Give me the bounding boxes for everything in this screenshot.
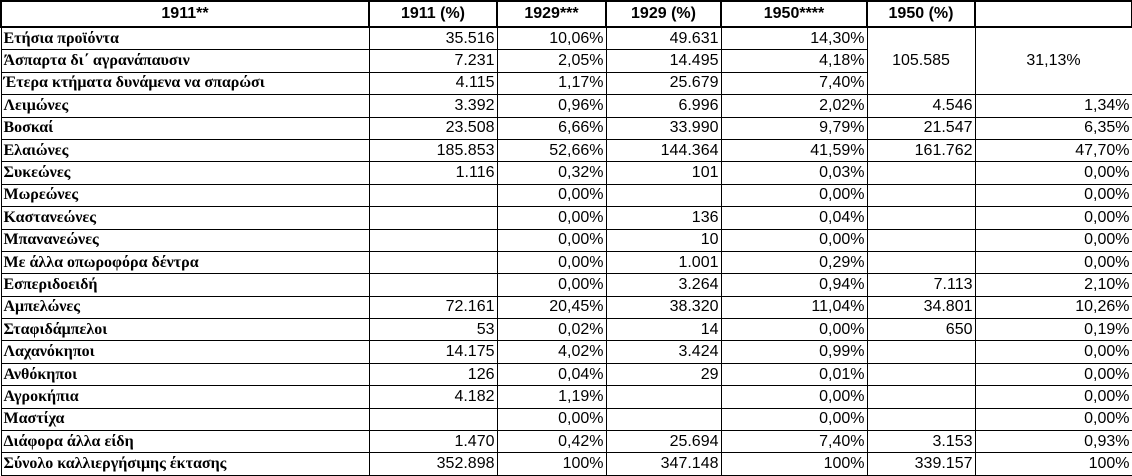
cell-1950-pct: 0,00% [975,363,1132,385]
cell-1950-pct: 0,00% [975,341,1132,363]
header-cell: 1950**** [721,1,867,27]
row-label: Έτερα κτήματα δυνάμενα να σπαρώσι [1,72,369,94]
cell-1950: 34.801 [867,296,975,318]
cell-1911-pct: 6,66% [497,117,606,139]
cell-1911-pct: 52,66% [497,139,606,161]
table-row [1,27,1132,50]
header-cell [975,1,1132,27]
cell-1929: 6.996 [606,95,721,117]
row-label: Ετήσια προϊόντα [1,27,369,50]
cell-1929-pct: 11,04% [721,296,867,318]
cell-1911-pct: 0,00% [497,408,606,430]
cell-1950: 4.546 [867,95,975,117]
row-label: Μπανανεώνες [1,229,369,251]
cell-1911: 1.470 [369,431,497,453]
cell-1911-pct: 0,00% [497,184,606,206]
table-row [1,139,1132,161]
cell-1929: 14.495 [606,50,721,72]
cell-1929: 38.320 [606,296,721,318]
cell-1911: 3.392 [369,95,497,117]
cell-1911-pct: 0,02% [497,319,606,341]
cell-1911-pct: 0,32% [497,162,606,184]
cell-1950-pct: 0,00% [975,386,1132,408]
cell-1929: 25.694 [606,431,721,453]
row-label: Εσπεριδοειδή [1,274,369,296]
cell-1911: 23.508 [369,117,497,139]
header-cell: 1929 (%) [606,1,721,27]
cell-1950-pct: 0,93% [975,431,1132,453]
cell-1929-pct: 41,59% [721,139,867,161]
cell-1950 [867,207,975,229]
cell-1911-pct: 10,06% [497,27,606,50]
cell-1929 [606,184,721,206]
cell-1911 [369,408,497,430]
row-label: Μαστίχα [1,408,369,430]
cell-1950 [867,162,975,184]
table-row [1,341,1132,363]
cell-1911: 7.231 [369,50,497,72]
cell-1911-pct: 0,00% [497,274,606,296]
header-cell: 1929*** [497,1,606,27]
row-label: Συκεώνες [1,162,369,184]
cell-1911: 1.116 [369,162,497,184]
table-row [1,117,1132,139]
row-label: Μωρεώνες [1,184,369,206]
row-label: Λαχανόκηποι [1,341,369,363]
cell-1911-pct: 0,04% [497,363,606,385]
cell-1950 [867,229,975,251]
table-row [1,207,1132,229]
table-row [1,95,1132,117]
cell-1929-pct: 100% [721,453,867,475]
cell-1911-pct: 0,42% [497,431,606,453]
table-row [1,274,1132,296]
cell-1950-pct: 0,00% [975,207,1132,229]
cell-1950-pct: 6,35% [975,117,1132,139]
table-row [1,408,1132,430]
cell-1911: 72.161 [369,296,497,318]
row-label: Λειμώνες [1,95,369,117]
row-label: Άσπαρτα δι΄ αγρανάπαυσιν [1,50,369,72]
row-label: Καστανεώνες [1,207,369,229]
cell-1911-pct: 1,17% [497,72,606,94]
cell-1950 [867,184,975,206]
cell-1929-pct: 2,02% [721,95,867,117]
cell-1929: 14 [606,319,721,341]
cell-1950: 161.762 [867,139,975,161]
cell-1950-pct: 100% [975,453,1132,475]
cell-1950 [867,363,975,385]
cell-1911-pct: 1,19% [497,386,606,408]
cell-1929-pct: 0,04% [721,207,867,229]
cell-1929 [606,408,721,430]
cell-1911 [369,184,497,206]
cell-1929-pct: 14,30% [721,27,867,50]
table-row [1,162,1132,184]
cell-1950: 21.547 [867,117,975,139]
cell-1929-pct: 4,18% [721,50,867,72]
cell-1950-pct: 0,00% [975,408,1132,430]
table-row [1,184,1132,206]
row-label: Σταφιδάμπελοι [1,319,369,341]
cell-1911: 126 [369,363,497,385]
cell-1911 [369,229,497,251]
table-row [1,363,1132,385]
cell-1929-pct: 9,79% [721,117,867,139]
cell-1929: 49.631 [606,27,721,50]
cell-1911: 4.182 [369,386,497,408]
table-row [1,229,1132,251]
cell-1911 [369,274,497,296]
cell-1911 [369,251,497,273]
cell-1911: 35.516 [369,27,497,50]
cell-1929: 29 [606,363,721,385]
cell-1950-pct: 2,10% [975,274,1132,296]
cell-1950 [867,408,975,430]
cell-1929-pct: 0,99% [721,341,867,363]
row-label: Σύνολο καλλιεργήσιμης έκτασης [1,453,369,475]
cell-1911-pct: 0,00% [497,207,606,229]
row-label: Με άλλα οπωροφόρα δέντρα [1,251,369,273]
row-label: Ελαιώνες [1,139,369,161]
cell-1911-pct: 20,45% [497,296,606,318]
cell-1929-pct: 7,40% [721,72,867,94]
cell-1929: 1.001 [606,251,721,273]
cell-1911-pct: 2,05% [497,50,606,72]
cell-1929: 25.679 [606,72,721,94]
cell-1929: 33.990 [606,117,721,139]
cell-1929: 144.364 [606,139,721,161]
cell-1929: 3.424 [606,341,721,363]
cell-1950: 650 [867,319,975,341]
row-label: Διάφορα άλλα είδη [1,431,369,453]
cell-1950-pct: 0,00% [975,184,1132,206]
header-row [1,1,1132,27]
table-row [1,386,1132,408]
cell-1929-pct: 0,01% [721,363,867,385]
cell-1929-pct: 7,40% [721,431,867,453]
cell-1950-pct: 0,00% [975,229,1132,251]
table-row [1,319,1132,341]
cell-1929-pct: 0,00% [721,319,867,341]
cell-1929: 347.148 [606,453,721,475]
cell-1911: 352.898 [369,453,497,475]
cell-1950-pct: 0,19% [975,319,1132,341]
cell-1950-pct: 47,70% [975,139,1132,161]
merged-1950-value: 105.585 [867,27,975,95]
cell-1929-pct: 0,00% [721,386,867,408]
table-row [1,251,1132,273]
row-label: Αμπελώνες [1,296,369,318]
row-label: Βοσκαί [1,117,369,139]
cell-1911: 14.175 [369,341,497,363]
cell-1950 [867,341,975,363]
cell-1950-pct: 0,00% [975,162,1132,184]
cell-1929-pct: 0,00% [721,184,867,206]
cell-1911: 185.853 [369,139,497,161]
cell-1911-pct: 0,96% [497,95,606,117]
cell-1950 [867,251,975,273]
cell-1911 [369,207,497,229]
header-cell: 1911 (%) [369,1,497,27]
cell-1929-pct: 0,29% [721,251,867,273]
total-row [1,453,1132,475]
cell-1929-pct: 0,94% [721,274,867,296]
header-cell: 1911** [1,1,369,27]
cell-1929: 101 [606,162,721,184]
table-row [1,431,1132,453]
row-label: Ανθόκηποι [1,363,369,385]
cell-1929: 3.264 [606,274,721,296]
cell-1929-pct: 0,00% [721,229,867,251]
header-cell: 1950 (%) [867,1,975,27]
merged-1950-percent: 31,13% [975,27,1132,95]
cell-1929: 10 [606,229,721,251]
cell-1950-pct: 10,26% [975,296,1132,318]
cell-1950: 7.113 [867,274,975,296]
cell-1911-pct: 0,00% [497,251,606,273]
cell-1929-pct: 0,00% [721,408,867,430]
table-row [1,296,1132,318]
row-label: Αγροκήπια [1,386,369,408]
cell-1950 [867,386,975,408]
cell-1911-pct: 100% [497,453,606,475]
cell-1950: 3.153 [867,431,975,453]
cell-1911: 4.115 [369,72,497,94]
cell-1929 [606,386,721,408]
cell-1950-pct: 1,34% [975,95,1132,117]
cell-1911-pct: 0,00% [497,229,606,251]
cell-1950-pct: 0,00% [975,251,1132,273]
cell-1950: 339.157 [867,453,975,475]
cell-1929-pct: 0,03% [721,162,867,184]
cell-1929: 136 [606,207,721,229]
cell-1911-pct: 4,02% [497,341,606,363]
cell-1911: 53 [369,319,497,341]
